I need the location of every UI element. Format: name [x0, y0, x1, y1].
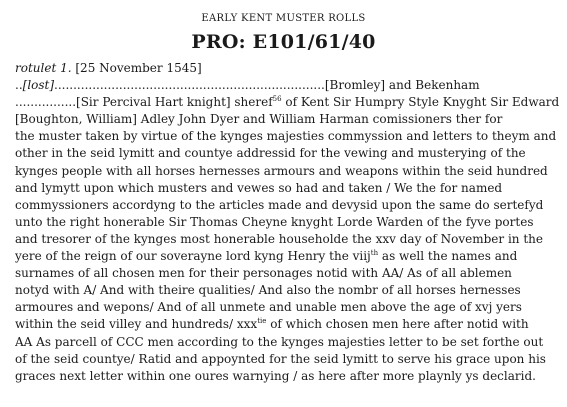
text-line: other in the seid lymitt and countye addressid for the vewing and musterying of the: [15, 146, 526, 161]
reign-superscript: th: [370, 249, 379, 258]
reign-line: [15, 248, 560, 265]
lost-dots: .......................................................................: [54, 78, 325, 93]
footnote-ref-56: 56: [272, 95, 282, 104]
lost-suffix: [Bromley] and Bekenham: [324, 78, 480, 93]
sheriff-text: [Sir Percival Hart knight] sheref: [76, 95, 273, 110]
text-line: the muster taken by virtue of the kynges majesties commyssion and letters to theym and: [15, 129, 557, 144]
text-line: [Boughton, William] Adley John Dyer and William Harman comissioners ther for: [15, 112, 503, 127]
lost-prefix: ..: [15, 78, 23, 93]
text-line: kynges people with all horses hernesses armours and weapons within the seid hundred: [15, 163, 548, 178]
xxx-line: [15, 316, 560, 333]
text-line: AA As parcell of CCC men according to the kynges majesties letter to be set forthe out: [15, 334, 544, 349]
text-line: and lymytt upon which musters and vewes so had and taken / We the for named: [15, 180, 503, 195]
reign-text: yere of the reign of our soverayne lord kyng Henry the viij: [15, 249, 371, 264]
running-head: EARLY KENT MUSTER ROLLS: [201, 13, 366, 24]
sheriff-dots: ................: [15, 95, 77, 110]
text-line: unto the right honerable Sir Thomas Cheyne knyght Lorde Warden of the fyve portes: [15, 214, 534, 229]
rotulet-line: [15, 60, 560, 77]
text-line: surnames of all chosen men for their personages notid with AA/ As of all ablemen: [15, 266, 512, 281]
sheriff-rest: of Kent Sir Humpry Style Knyght Sir Edward: [281, 95, 560, 110]
lost-label: [lost]: [22, 78, 55, 93]
text-line: notyd with A/ And with theire qualities/ And also the nombr of all horses hernesses: [15, 283, 521, 298]
xxx-superscript: tie: [257, 317, 267, 326]
lost-line: [15, 77, 560, 94]
text-line: armoures and wepons/ And of all unmete and unable men above the age of xvj yers: [15, 300, 522, 315]
rotulet-label: rotulet 1.: [15, 61, 72, 75]
rotulet-date: [25 November 1545]: [75, 61, 202, 75]
text-line: graces next letter within one oures warnying / as here after more playnly ys declarid.: [15, 368, 536, 383]
document-title: PRO: E101/61/40: [191, 31, 376, 53]
text-line: and tresorer of the kynges most honerable householde the xxv day of November in the: [15, 231, 543, 246]
xxx-rest: of which chosen men here after notid with: [266, 317, 529, 332]
text-line: of the seid countye/ Ratid and appoynted for the seid lymitt to serve his grace upon his: [15, 351, 546, 366]
xxx-text: within the seid villey and hundreds/ xxx: [15, 317, 258, 332]
reign-rest: as well the names and: [378, 249, 518, 264]
document-body: [15, 60, 560, 385]
sheriff-line: [15, 94, 560, 111]
text-line: commyssioners accordyng to the articles made and devysid upon the same do sertefyd: [15, 197, 544, 212]
